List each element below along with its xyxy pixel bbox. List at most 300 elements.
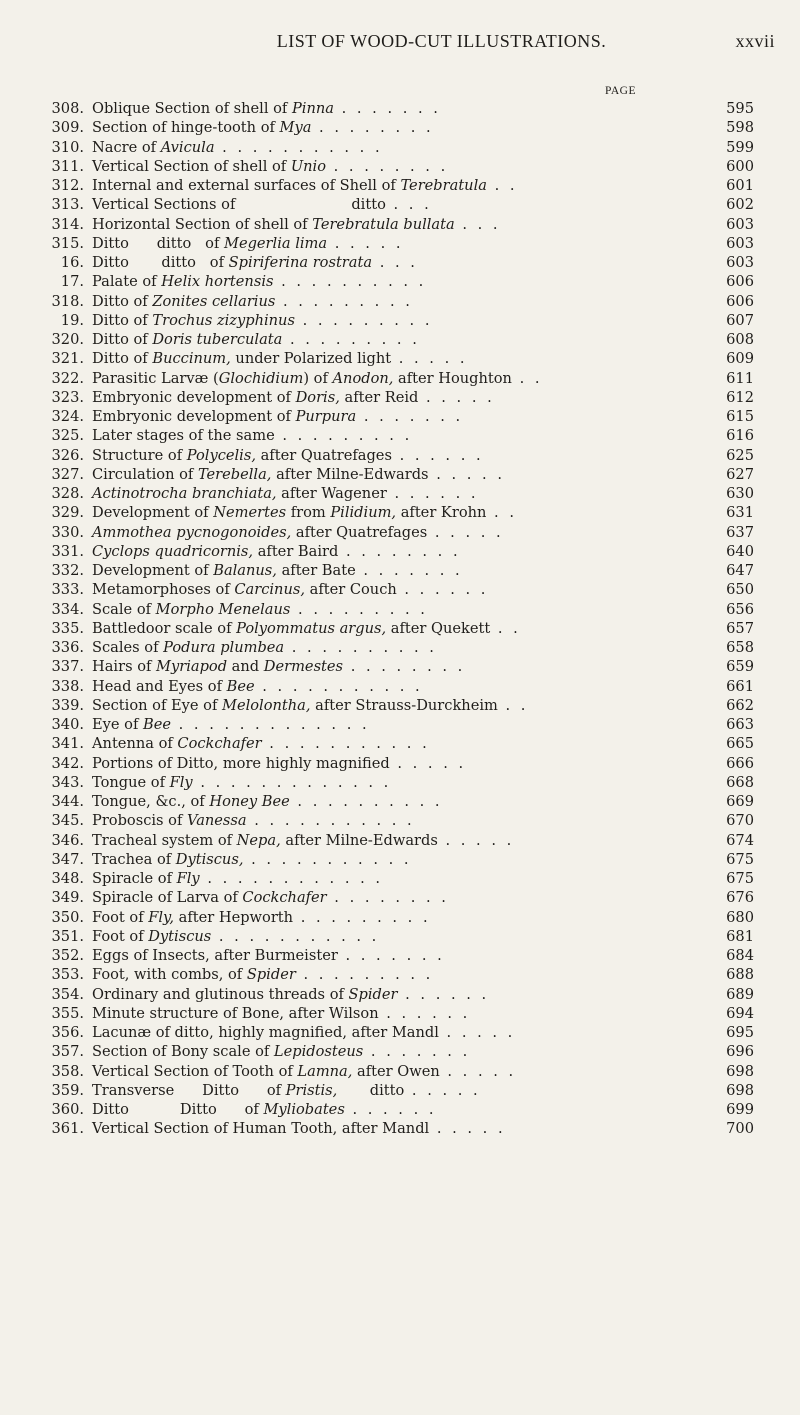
list-item: [48, 466, 754, 485]
italic-taxon: Carcinus,: [234, 581, 305, 599]
dot-leader: . . . . . . . . . . . .: [199, 870, 384, 887]
page-number: 666: [726, 754, 754, 772]
figure-number: 340.: [51, 716, 84, 733]
figure-description: [84, 524, 714, 541]
description-text: Structure of: [92, 446, 187, 464]
italic-taxon: Lamna,: [297, 1062, 353, 1080]
list-item: [48, 639, 754, 658]
page-number: 657: [726, 619, 754, 637]
figure-number: 309.: [51, 119, 84, 137]
description-text: Tongue of: [92, 773, 170, 791]
italic-taxon: Avicula: [160, 138, 215, 156]
italic-taxon: Actinotrocha branchiata,: [92, 485, 277, 502]
page-number: 609: [726, 350, 754, 368]
page-number: 630: [726, 485, 754, 502]
list-item: [48, 851, 754, 870]
figure-number: 327.: [51, 465, 84, 483]
figure-number: 19.: [60, 311, 84, 329]
figure-description: [84, 370, 714, 387]
figure-description: [84, 812, 714, 829]
italic-taxon: Polyommatus argus,: [236, 619, 387, 637]
figure-number: 338.: [51, 677, 84, 695]
list-item: [48, 370, 754, 389]
list-item: [48, 389, 754, 408]
figure-number: 323.: [51, 388, 84, 406]
figure-number: 356.: [51, 1024, 84, 1041]
italic-taxon: Ammothea pycnogonoides,: [92, 523, 292, 541]
description-text: Spiracle of Larva of: [92, 889, 243, 907]
figure-description: [84, 601, 714, 618]
figure-description: [84, 581, 714, 598]
figure-number: 17.: [60, 273, 84, 291]
dot-leader: . . . . . .: [344, 1101, 437, 1118]
italic-taxon: Fly: [169, 773, 193, 791]
dot-leader: . . . . . . . . . . . . .: [192, 773, 392, 791]
list-item: [48, 928, 754, 947]
list-item: [48, 216, 754, 235]
dot-leader: . .: [486, 177, 518, 194]
list-item: [48, 447, 754, 466]
description-text: Later stages of the same: [92, 427, 275, 445]
figure-number: 354.: [51, 985, 84, 1003]
figure-number: 347.: [51, 850, 84, 868]
description-text: Parasitic Larvæ (: [92, 369, 219, 387]
italic-taxon: Vanessa: [187, 812, 247, 830]
dot-leader: . .: [497, 696, 529, 714]
page-number: 601: [726, 177, 754, 194]
figure-description: [84, 947, 714, 964]
figure-number: 341.: [51, 735, 84, 753]
figure-number: 352.: [51, 947, 84, 964]
page-number: 612: [726, 388, 754, 406]
figure-number: 335.: [51, 619, 84, 637]
italic-taxon: Helix hortensis: [161, 273, 274, 291]
page-number: 662: [726, 696, 754, 714]
dot-leader: . . . . . . .: [356, 408, 464, 425]
list-item: [48, 312, 754, 331]
dot-leader: . . . . . . . . . .: [289, 793, 443, 810]
list-item: [48, 139, 754, 158]
description-text: Development of: [92, 562, 214, 579]
description-text: after Quatrefages: [255, 446, 392, 464]
dot-leader: . . . . .: [429, 1120, 506, 1138]
figure-description: [84, 389, 714, 406]
figure-number: 324.: [51, 408, 84, 425]
figure-number: 351.: [51, 927, 84, 945]
italic-taxon: Dermestes: [263, 658, 344, 676]
page-number: 656: [726, 600, 754, 618]
description-text: Ditto ditto of: [92, 234, 224, 252]
dot-leader: . . . . .: [439, 1062, 517, 1080]
description-text: Ditto of: [92, 350, 153, 368]
italic-taxon: Dytiscus,: [175, 850, 244, 868]
dot-leader: . . . . . . . . .: [295, 966, 434, 984]
description-text: Section of Bony scale of: [92, 1043, 274, 1061]
page-number: 637: [726, 523, 754, 541]
figure-description: [84, 1024, 714, 1041]
list-item: [48, 678, 754, 697]
dot-leader: . . . . . .: [391, 446, 484, 464]
dot-leader: . . . . .: [438, 1024, 516, 1041]
italic-taxon: Terebella,: [197, 465, 272, 483]
figure-description: [84, 293, 714, 310]
description-text: Palate of: [92, 273, 162, 291]
italic-taxon: Polycelis,: [186, 446, 256, 464]
description-text: after Quatrefages: [291, 523, 428, 541]
italic-taxon: Cockchafer: [242, 889, 327, 907]
figure-number: 353.: [51, 966, 84, 984]
figure-description: [84, 639, 714, 656]
italic-taxon: Cockchafer: [177, 735, 262, 753]
page-number: 631: [726, 504, 754, 522]
figure-description: [84, 408, 714, 425]
figure-description: [84, 447, 714, 464]
description-text: Scales of: [92, 639, 164, 656]
dot-leader: . .: [490, 619, 521, 637]
figure-description: [84, 504, 714, 521]
list-item: [48, 235, 754, 254]
italic-taxon: Doris tuberculata: [152, 331, 283, 348]
list-item: [48, 774, 754, 793]
description-text: after Milne-Edwards: [280, 831, 438, 849]
dot-leader: . . . . . . . .: [326, 157, 449, 175]
description-text: Hairs of: [92, 658, 157, 676]
italic-taxon: Honey Bee: [209, 793, 290, 810]
page-number: 595: [726, 100, 754, 117]
figure-number: 332.: [51, 562, 84, 579]
figure-description: [84, 196, 714, 213]
figure-description: [84, 312, 714, 329]
page-number: 680: [726, 908, 754, 926]
page-number: 615: [726, 408, 754, 425]
list-item: [48, 177, 754, 196]
dot-leader: . . . . . . . . . . .: [246, 812, 415, 830]
page-number: 650: [726, 581, 754, 599]
description-text: after Hepworth: [173, 908, 294, 926]
description-text: Antenna of: [92, 735, 178, 753]
figure-number: 331.: [51, 542, 84, 560]
description-text: Tongue, &c., of: [92, 793, 210, 810]
italic-taxon: Buccinum,: [152, 350, 231, 368]
dot-leader: . . . . .: [427, 523, 504, 541]
description-text: Section of Eye of: [92, 696, 222, 714]
page-number: 681: [726, 927, 754, 945]
figure-description: [84, 928, 714, 945]
description-text: under Polarized light: [230, 350, 392, 368]
description-text: Horizontal Section of shell of: [92, 215, 313, 233]
page-number: 663: [726, 716, 754, 733]
italic-taxon: Doris,: [295, 388, 340, 406]
description-text: Vertical Sections of ditto: [92, 196, 386, 214]
figure-description: [84, 331, 714, 348]
dot-leader: . . . . . . . . .: [293, 908, 431, 926]
dot-leader: . . . . .: [418, 388, 495, 406]
description-text: Development of: [92, 504, 214, 522]
figure-number: 342.: [51, 754, 84, 772]
figure-description: [84, 1005, 714, 1022]
description-text: after Quekett: [386, 619, 491, 637]
dot-leader: . . . . .: [404, 1081, 481, 1099]
list-item: [48, 986, 754, 1005]
figure-description: [84, 1082, 714, 1099]
description-text: Foot of: [92, 908, 149, 926]
dot-leader: . . . . .: [389, 754, 467, 772]
description-text: Ditto of: [92, 331, 153, 348]
figure-number: 336.: [51, 639, 84, 656]
dot-leader: . . . . . . . . .: [275, 292, 413, 310]
italic-taxon: Cyclops quadricornis,: [92, 542, 254, 560]
description-text: Embryonic development of: [92, 408, 296, 425]
dot-leader: . . . . . . . .: [326, 889, 449, 907]
figure-number: 346.: [51, 831, 84, 849]
description-text: after Wagener: [276, 485, 387, 502]
list-item: [48, 581, 754, 600]
figure-description: [84, 119, 714, 136]
page-number: 602: [726, 196, 754, 214]
figure-description: [84, 986, 714, 1003]
page-number: 607: [726, 311, 754, 329]
italic-taxon: Balanus,: [213, 562, 277, 579]
figure-description: [84, 909, 714, 926]
list-item: [48, 832, 754, 851]
description-text: Eye of: [92, 716, 143, 733]
dot-leader: . . .: [454, 215, 501, 233]
figure-description: [84, 851, 714, 868]
italic-taxon: Nemertes: [213, 504, 287, 522]
description-text: Ditto of: [92, 311, 153, 329]
list-item: [48, 1024, 754, 1043]
list-item: [48, 735, 754, 754]
page-number: 669: [726, 793, 754, 810]
figure-number: 325.: [51, 427, 84, 445]
figure-description: [84, 562, 714, 579]
list-item: [48, 504, 754, 523]
figure-description: [84, 1101, 714, 1118]
figure-number: 310.: [51, 138, 84, 156]
figure-number: 334.: [51, 600, 84, 618]
page-number: 603: [726, 234, 754, 252]
list-item: [48, 1063, 754, 1082]
description-text: and: [227, 658, 264, 676]
list-item: [48, 1082, 754, 1101]
page-number: 696: [726, 1043, 754, 1061]
figure-description: [84, 678, 714, 695]
italic-taxon: Anodon,: [332, 369, 394, 387]
running-header: [108, 31, 775, 55]
description-text: Transverse Ditto of: [92, 1081, 286, 1099]
list-item: [48, 427, 754, 446]
italic-taxon: Spiriferina rostrata: [228, 254, 373, 271]
list-item: [48, 947, 754, 966]
dot-leader: . . . . .: [391, 350, 468, 368]
figure-number: 345.: [51, 812, 84, 830]
dot-leader: . . . . . . . . . . . . .: [171, 716, 370, 733]
dot-leader: . . . . . . . . . .: [273, 273, 427, 291]
description-text: Ditto of: [92, 292, 153, 310]
figure-description: [84, 466, 714, 483]
page-number: 603: [726, 215, 754, 233]
description-text: Internal and external surfaces of Shell of: [92, 177, 401, 194]
figure-description: [84, 1063, 714, 1080]
dot-leader: . .: [486, 504, 517, 522]
page-number: 676: [726, 889, 754, 907]
description-text: Vertical Section of Tooth of: [92, 1062, 298, 1080]
page-number: 694: [726, 1004, 754, 1022]
italic-taxon: Lepidosteus: [273, 1043, 364, 1061]
italic-taxon: Megerlia lima: [224, 234, 328, 252]
list-item: [48, 1005, 754, 1024]
dot-leader: . . . . . . . . . . .: [261, 735, 430, 753]
list-item: [48, 485, 754, 504]
list-item: [48, 119, 754, 138]
list-item: [48, 1120, 754, 1139]
description-text: Tracheal system of: [92, 831, 237, 849]
page-number: 627: [726, 465, 754, 483]
page-number: 616: [726, 427, 754, 445]
description-text: after Reid: [339, 388, 419, 406]
header-title: LIST OF WOOD-CUT ILLUSTRATIONS.: [276, 31, 607, 51]
description-text: Eggs of Insects, after Burmeister: [92, 947, 338, 964]
list-item: [48, 543, 754, 562]
description-text: from: [286, 504, 331, 522]
italic-taxon: Trochus zizyphinus: [152, 311, 295, 329]
figure-number: 326.: [51, 446, 84, 464]
page-number: 606: [726, 273, 754, 291]
dot-leader: . . . . . . .: [337, 947, 445, 964]
page-column-label: PAGE: [605, 85, 636, 97]
italic-taxon: Glochidium: [218, 369, 304, 387]
description-text: Battledoor scale of: [92, 619, 237, 637]
description-text: Scale of: [92, 600, 156, 618]
description-text: after Krohn: [396, 504, 487, 522]
page-number: 699: [726, 1101, 754, 1118]
dot-leader: . . .: [372, 254, 418, 271]
figure-number: 333.: [51, 581, 84, 599]
italic-taxon: Morpho Menelaus: [155, 600, 291, 618]
page-number: 600: [726, 157, 754, 175]
figure-number: 318.: [51, 292, 84, 310]
description-text: after Baird: [253, 542, 339, 560]
page-number: 606: [726, 292, 754, 310]
list-item: [48, 889, 754, 908]
description-text: after Strauss-Durckheim: [310, 696, 498, 714]
figure-number: 322.: [51, 369, 84, 387]
dot-leader: . . . . . . .: [355, 562, 463, 579]
figure-description: [84, 793, 714, 810]
list-item: [48, 1101, 754, 1120]
page-number: 640: [726, 542, 754, 560]
figure-number: 348.: [51, 870, 84, 887]
list-item: [48, 716, 754, 735]
dot-leader: . . . . . . . .: [343, 658, 466, 676]
list-item: [48, 658, 754, 677]
figure-number: 314.: [51, 215, 84, 233]
italic-taxon: Myliobates: [263, 1101, 345, 1118]
figure-number: 16.: [60, 254, 84, 271]
figure-number: 344.: [51, 793, 84, 810]
page-number: 684: [726, 947, 754, 964]
dot-leader: . . . . . .: [386, 485, 479, 502]
description-text: Vertical Section of Human Tooth, after Mandl: [92, 1120, 430, 1138]
italic-taxon: Fly,: [148, 908, 174, 926]
description-text: Ditto ditto of: [92, 254, 229, 271]
figure-number: 311.: [51, 157, 84, 175]
figure-number: 355.: [51, 1004, 84, 1022]
italic-taxon: Pristis,: [285, 1081, 338, 1099]
figure-description: [84, 543, 714, 560]
page-number: 689: [726, 985, 754, 1003]
italic-taxon: Myriapod: [156, 658, 228, 676]
italic-taxon: Spider: [348, 985, 398, 1003]
list-item: [48, 293, 754, 312]
figure-description: [84, 716, 714, 733]
page-number: 603: [726, 254, 754, 271]
italic-taxon: Bee: [143, 716, 171, 733]
figure-description: [84, 870, 714, 887]
description-text: Metamorphoses of: [92, 581, 235, 599]
figure-number: 328.: [51, 485, 84, 502]
page-number: 611: [726, 369, 754, 387]
list-item: [48, 254, 754, 273]
figure-number: 339.: [51, 696, 84, 714]
figure-description: [84, 832, 714, 849]
page-number: 675: [726, 850, 754, 868]
list-item: [48, 273, 754, 292]
dot-leader: . . . . . . . . .: [294, 311, 433, 329]
dot-leader: . . . . . . . . . . .: [254, 677, 423, 695]
list-item: [48, 909, 754, 928]
description-text: Section of hinge-tooth of: [92, 119, 280, 137]
list-item: [48, 350, 754, 369]
page-number: 658: [726, 639, 754, 656]
italic-taxon: Fly: [176, 870, 200, 887]
list-item: [48, 812, 754, 831]
page-number: 668: [726, 773, 754, 791]
figure-number: 329.: [51, 504, 84, 522]
figure-description: [84, 658, 714, 675]
italic-taxon: Unio: [290, 157, 326, 175]
figure-description: [84, 216, 714, 233]
figure-description: [84, 755, 714, 772]
description-text: after Couch: [304, 581, 397, 599]
italic-taxon: Podura plumbea: [163, 639, 285, 656]
figure-number: 315.: [51, 234, 84, 252]
dot-leader: . . . . . . .: [363, 1043, 471, 1061]
page-number: 675: [726, 870, 754, 887]
figure-number: 312.: [51, 177, 84, 194]
list-item: [48, 697, 754, 716]
figure-description: [84, 139, 714, 156]
page-number: 695: [726, 1024, 754, 1041]
list-item: [48, 524, 754, 543]
list-item: [48, 1043, 754, 1062]
page-number: 608: [726, 331, 754, 348]
italic-taxon: Terebratula: [400, 177, 487, 194]
description-text: Minute structure of Bone, after Wilson: [92, 1004, 379, 1022]
figure-description: [84, 100, 714, 117]
page-number: 688: [726, 966, 754, 984]
figure-description: [84, 889, 714, 906]
description-text: Ordinary and glutinous threads of: [92, 985, 349, 1003]
dot-leader: . . . . . . . . .: [274, 427, 413, 445]
figure-number: 313.: [51, 196, 84, 214]
page-number: 698: [726, 1062, 754, 1080]
figure-description: [84, 350, 714, 367]
description-text: ) of: [303, 369, 333, 387]
list-item: [48, 562, 754, 581]
figure-description: [84, 158, 714, 175]
figure-description: [84, 427, 714, 444]
